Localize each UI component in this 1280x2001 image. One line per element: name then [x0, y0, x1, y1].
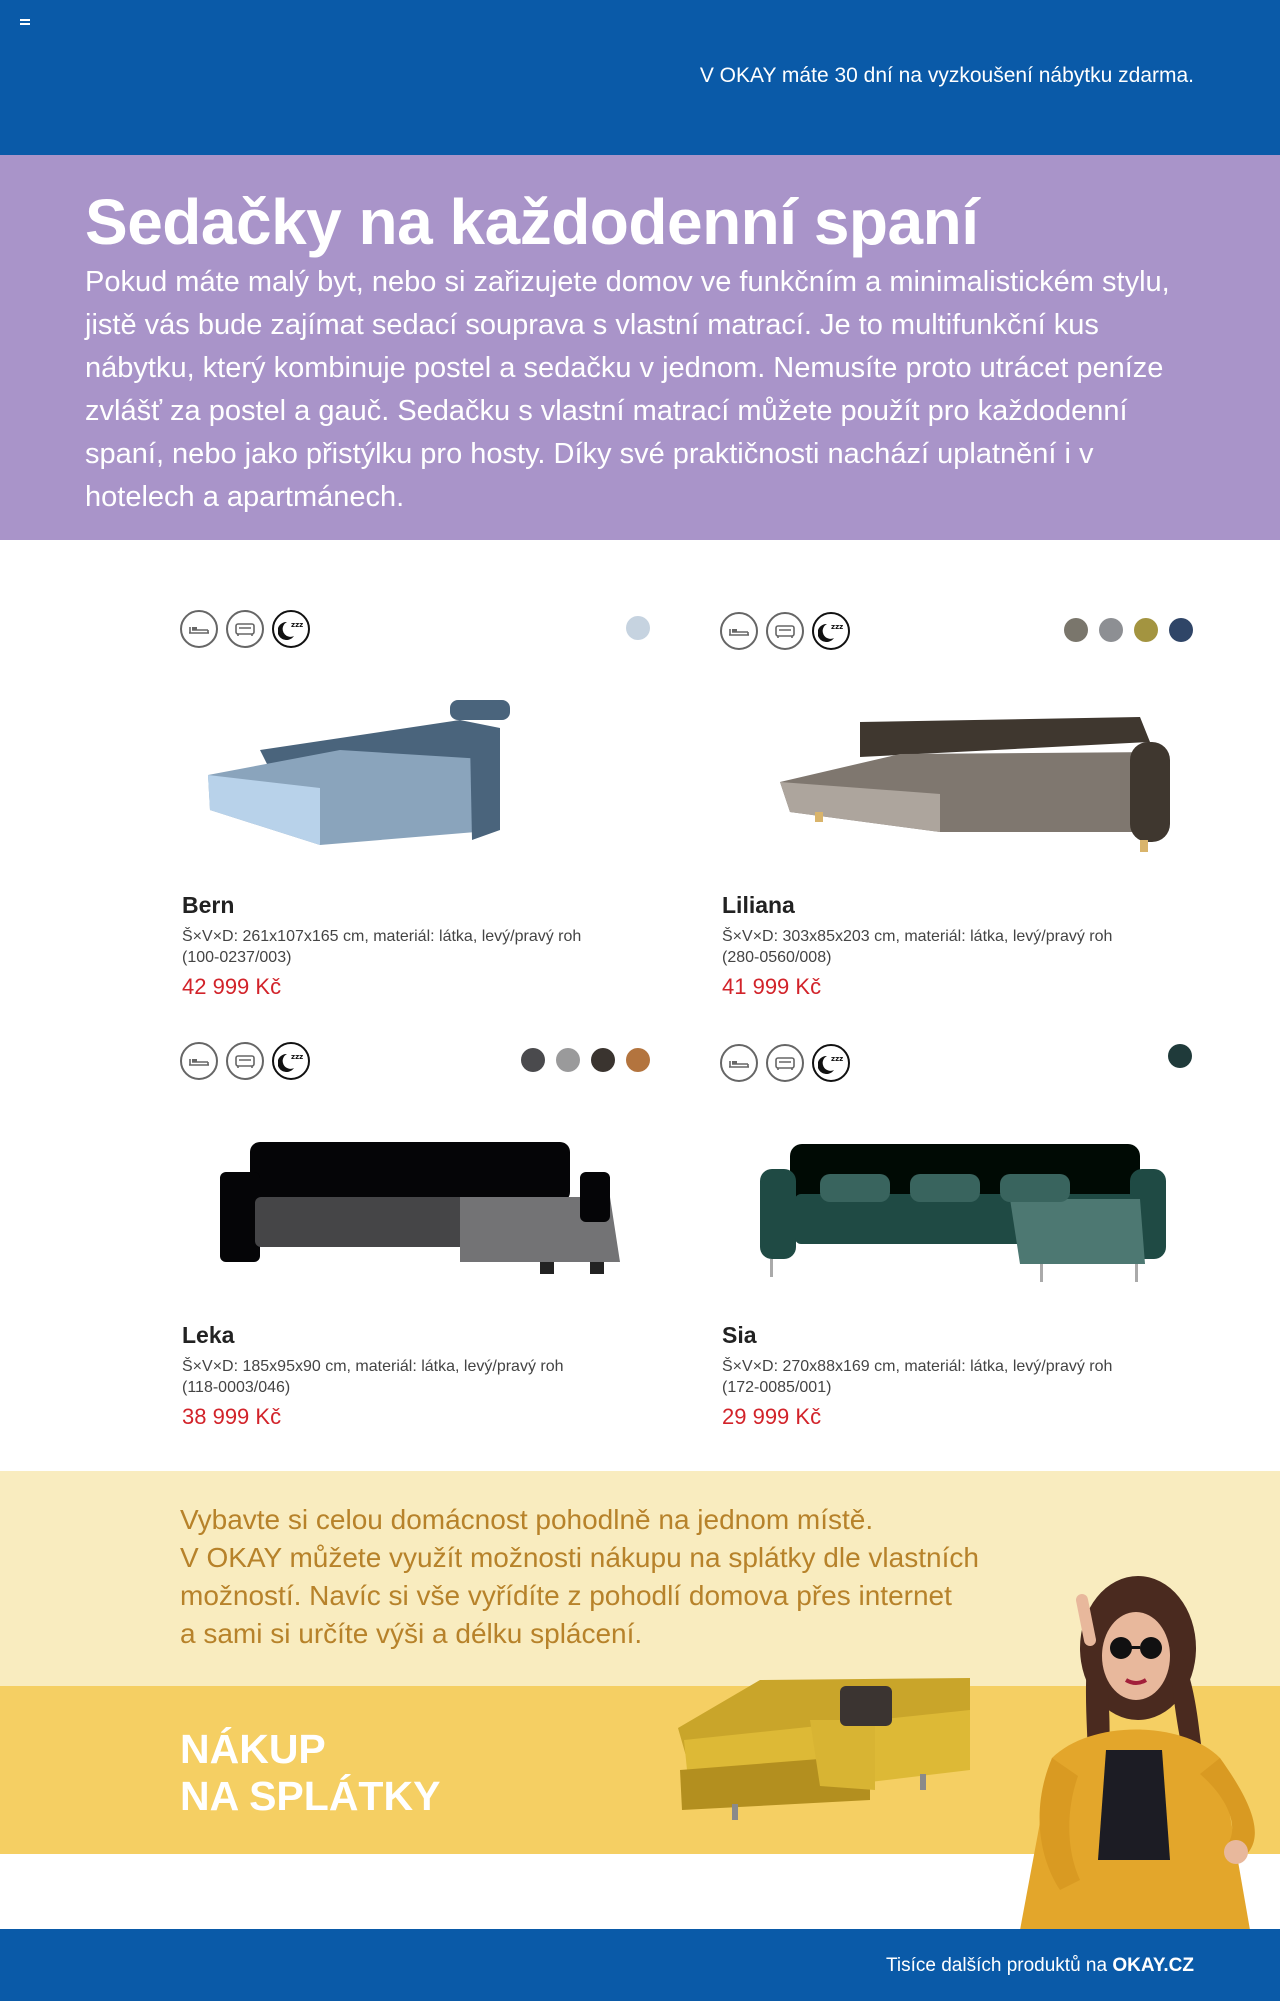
- sofa-image: [200, 1112, 640, 1302]
- svg-text:zzz: zzz: [291, 1053, 304, 1061]
- color-swatch[interactable]: [591, 1048, 615, 1072]
- product-code: (118-0003/046): [182, 1379, 291, 1396]
- bed-icon: [720, 612, 758, 650]
- product-description: [722, 926, 1192, 968]
- sleep-moon-icon: [272, 1042, 310, 1080]
- sofa-shape: [540, 1262, 554, 1274]
- product-name: Liliana: [722, 892, 795, 918]
- installment-text-line: možností. Navíc si vše vyřídíte z pohodlí domova přes internet: [180, 1580, 952, 1611]
- product-card-bern[interactable]: [180, 610, 680, 1020]
- top-banner: [0, 0, 1280, 155]
- installment-title-line: NA SPLÁTKY: [180, 1773, 441, 1819]
- installment-text-line: a sami si určíte výši a délku splácení.: [180, 1618, 643, 1649]
- sofa-shape: [910, 1174, 980, 1202]
- sofa-bed-icon: [766, 612, 804, 650]
- feature-icons: [180, 1042, 310, 1080]
- color-swatch[interactable]: [521, 1048, 545, 1072]
- sofa-shape: [1130, 742, 1170, 842]
- product-name: Leka: [182, 1322, 235, 1348]
- footer-bar: [0, 1929, 1280, 2001]
- color-swatch[interactable]: [1169, 618, 1193, 642]
- sleep-moon-icon: [812, 612, 850, 650]
- product-price: 41 999 Kč: [722, 974, 822, 999]
- product-price: 29 999 Kč: [722, 1404, 822, 1429]
- sofa-shape: [580, 1172, 610, 1222]
- color-swatches: [1064, 618, 1193, 642]
- trial-note: V OKAY máte 30 dní na vyzkoušení nábytku zdarma.: [699, 64, 1194, 87]
- product-card-leka[interactable]: [180, 1042, 680, 1452]
- footer-text: Tisíce dalších produktů na: [885, 1955, 1108, 1976]
- product-card-sia[interactable]: [720, 1044, 1220, 1454]
- sofa-shape: [220, 1172, 260, 1262]
- sofa-shape: [815, 812, 823, 822]
- feature-icons: [720, 612, 850, 650]
- product-name: Sia: [722, 1322, 757, 1348]
- installment-title-line: NÁKUP: [180, 1726, 326, 1772]
- sofa-shape: [820, 1174, 890, 1202]
- product-description: [722, 1356, 1192, 1398]
- sofa-image: [740, 682, 1180, 872]
- feature-icons: [180, 610, 310, 648]
- sleep-moon-icon: [272, 610, 310, 648]
- sofa-shape: [860, 717, 1150, 757]
- color-swatch[interactable]: [626, 1048, 650, 1072]
- woman-image: [1020, 1576, 1255, 1930]
- sofa-shape: [1040, 1264, 1043, 1282]
- product-dimensions: Š×V×D: 261x107x165 cm, materiál: látka, levý/pravý roh: [182, 928, 582, 945]
- color-swatches: [521, 1048, 650, 1072]
- product-name: Bern: [182, 892, 235, 918]
- color-swatch[interactable]: [1168, 1044, 1192, 1068]
- sofa-shape: [470, 735, 500, 840]
- sofa-shape: [450, 700, 510, 720]
- bed-icon: [720, 1044, 758, 1082]
- product-dimensions: Š×V×D: 270x88x169 cm, materiál: látka, levý/pravý roh: [722, 1358, 1113, 1375]
- sofa-shape: [1135, 1264, 1138, 1282]
- svg-text:zzz: zzz: [831, 1055, 844, 1063]
- bed-icon: [180, 610, 218, 648]
- svg-text:zzz: zzz: [831, 623, 844, 631]
- yellow-sofa-image: [678, 1678, 970, 1820]
- sofa-shape: [250, 1142, 570, 1202]
- sofa-bed-icon: [226, 1042, 264, 1080]
- color-swatch[interactable]: [626, 616, 650, 640]
- installment-text-line: V OKAY můžete využít možnosti nákupu na splátky dle vlastních: [180, 1542, 979, 1573]
- sofa-shape: [590, 1262, 604, 1274]
- product-card-liliana[interactable]: [720, 612, 1220, 1022]
- product-description: [182, 1356, 652, 1398]
- sofa-shape: [760, 1169, 796, 1259]
- footer-link[interactable]: [886, 1955, 1194, 1977]
- product-description: [182, 926, 652, 968]
- color-swatch[interactable]: [556, 1048, 580, 1072]
- product-dimensions: Š×V×D: 185x95x90 cm, materiál: látka, levý/pravý roh: [182, 1358, 564, 1375]
- feature-icons: [720, 1044, 850, 1082]
- bed-icon: [180, 1042, 218, 1080]
- svg-text:zzz: zzz: [291, 621, 304, 629]
- sofa-bed-icon: [766, 1044, 804, 1082]
- sofa-shape: [1010, 1199, 1145, 1264]
- product-dimensions: Š×V×D: 303x85x203 cm, materiál: látka, levý/pravý roh: [722, 928, 1113, 945]
- sofa-bed-icon: [226, 610, 264, 648]
- product-code: (172-0085/001): [722, 1379, 832, 1396]
- sofa-shape: [770, 1259, 773, 1277]
- hero-description: Pokud máte malý byt, nebo si zařizujete domov ve funkčním a minimalistickém stylu, jistě vás bude zajímat sedací souprava s vlastní matrací. Je to multifunkční kus nábytku, který kombinuje postel a sedačku v jednom. Nemusíte proto utrácet peníze zvlášť za postel a gauč. Sedačku s vlastní matrací můžete použít pro každodenní spaní, nebo jako přistýlku pro hosty. Díky své praktičnosti nachází uplatnění i v hotelech a apartmánech.: [85, 266, 1170, 513]
- sofa-shape: [1140, 840, 1148, 852]
- installment-text-line: Vybavte si celou domácnost pohodlně na jednom místě.: [180, 1504, 874, 1535]
- page-title: Sedačky na každodenní spaní: [85, 186, 979, 258]
- product-code: (100-0237/003): [182, 949, 292, 966]
- color-swatch[interactable]: [1099, 618, 1123, 642]
- hero-section: [0, 155, 1280, 540]
- footer-brand[interactable]: OKAY.CZ: [1112, 1955, 1194, 1976]
- product-price: 38 999 Kč: [182, 1404, 282, 1429]
- product-code: (280-0560/008): [722, 949, 832, 966]
- product-price: 42 999 Kč: [182, 974, 282, 999]
- sofa-image: [740, 1114, 1180, 1304]
- installment-title: [180, 1726, 440, 1820]
- color-swatches: [626, 616, 650, 640]
- sofa-shape: [1000, 1174, 1070, 1202]
- color-swatch[interactable]: [1064, 618, 1088, 642]
- sleep-moon-icon: [812, 1044, 850, 1082]
- promo-illustration: [670, 1560, 1280, 1930]
- color-swatch[interactable]: [1134, 618, 1158, 642]
- sofa-image: [200, 680, 640, 870]
- hamburger-icon[interactable]: [20, 19, 30, 27]
- color-swatches: [1168, 1044, 1192, 1068]
